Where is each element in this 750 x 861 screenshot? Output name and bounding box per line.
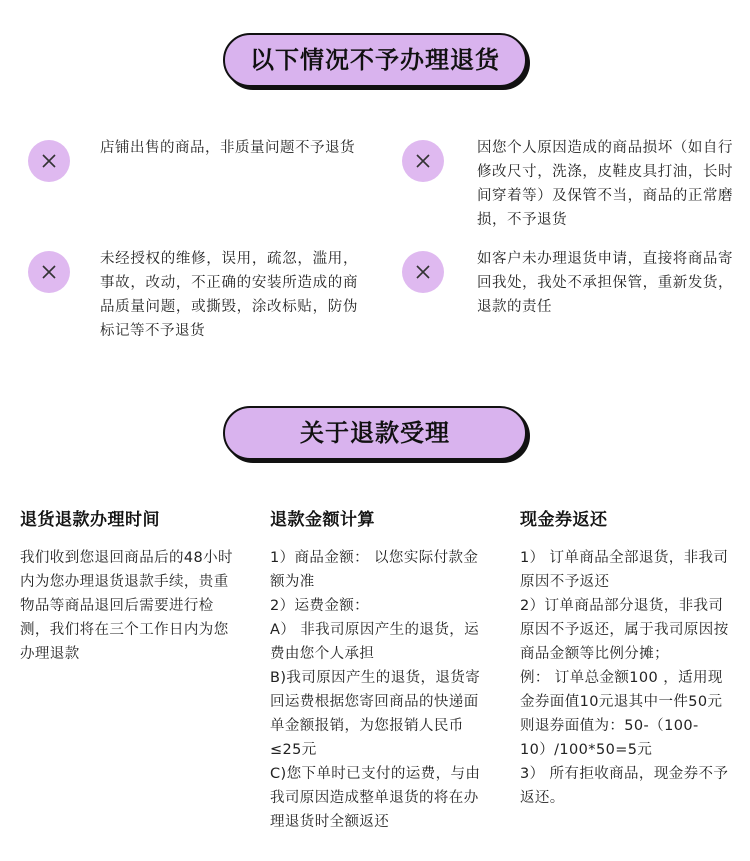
rule-text: 因您个人原因造成的商品损坏（如自行修改尺寸，洗涤，皮鞋皮具打油，长时间穿着等）及保管不当，商品的正常磨损，不予退货 (477, 140, 733, 228)
column-heading: 现金券返还 (520, 510, 608, 530)
column-heading: 退款金额计算 (270, 510, 375, 530)
rule-text: 如客户未办理退货申请，直接将商品寄回我处，我处不承担保管，重新发货，退款的责任 (477, 251, 733, 315)
column-line: 2）运费金额： (270, 598, 370, 614)
column-line: 3） 所有拒收商品，现金券不予返还。 (520, 766, 729, 806)
column-line: 例： 订单总金额100 ，适用现金券面值10元退其中一件50元则退券面值为：50-（100-10）/100*50=5元 (520, 670, 723, 758)
section-title-refund: 关于退款受理 (223, 406, 527, 460)
column-heading: 退货退款办理时间 (20, 510, 160, 530)
column-line: B)我司原因产生的退货，退货寄回运费根据您寄回商品的快递面单金额报销，为您报销人民币≤25元 (270, 670, 481, 758)
x-icon (28, 251, 70, 293)
section-title-no-return: 以下情况不予办理退货 (223, 33, 527, 87)
column-line: 1）商品金额： 以您实际付款金额为准 (270, 550, 479, 590)
column-line: 1） 订单商品全部退货，非我司原因不予返还 (520, 550, 729, 590)
rule-text: 未经授权的维修，误用，疏忽，滥用，事故，改动，不正确的安装所造成的商品质量问题，或撕毁，涂改标贴，防伪标记等不予退货 (100, 251, 358, 339)
column-text: 我们收到您退回商品后的48小时内为您办理退货退款手续，贵重物品等商品退回后需要进行检测，我们将在三个工作日内为您办理退款 (20, 550, 233, 662)
x-icon (402, 140, 444, 182)
rule-text: 店铺出售的商品，非质量问题不予退货 (100, 140, 355, 156)
x-icon (402, 251, 444, 293)
column-line: C)您下单时已支付的运费，与由我司原因造成整单退货的将在办理退货时全额返还 (270, 766, 481, 830)
column-line: A） 非我司原因产生的退货，运费由您个人承担 (270, 622, 480, 662)
coupon-column (520, 505, 732, 810)
column-line: 2）订单商品部分退货，非我司原因不予返还，属于我司原因按商品金额等比例分摊； (520, 598, 729, 662)
refund-time-column (20, 505, 235, 666)
x-icon (28, 140, 70, 182)
refund-amount-column (270, 505, 485, 834)
